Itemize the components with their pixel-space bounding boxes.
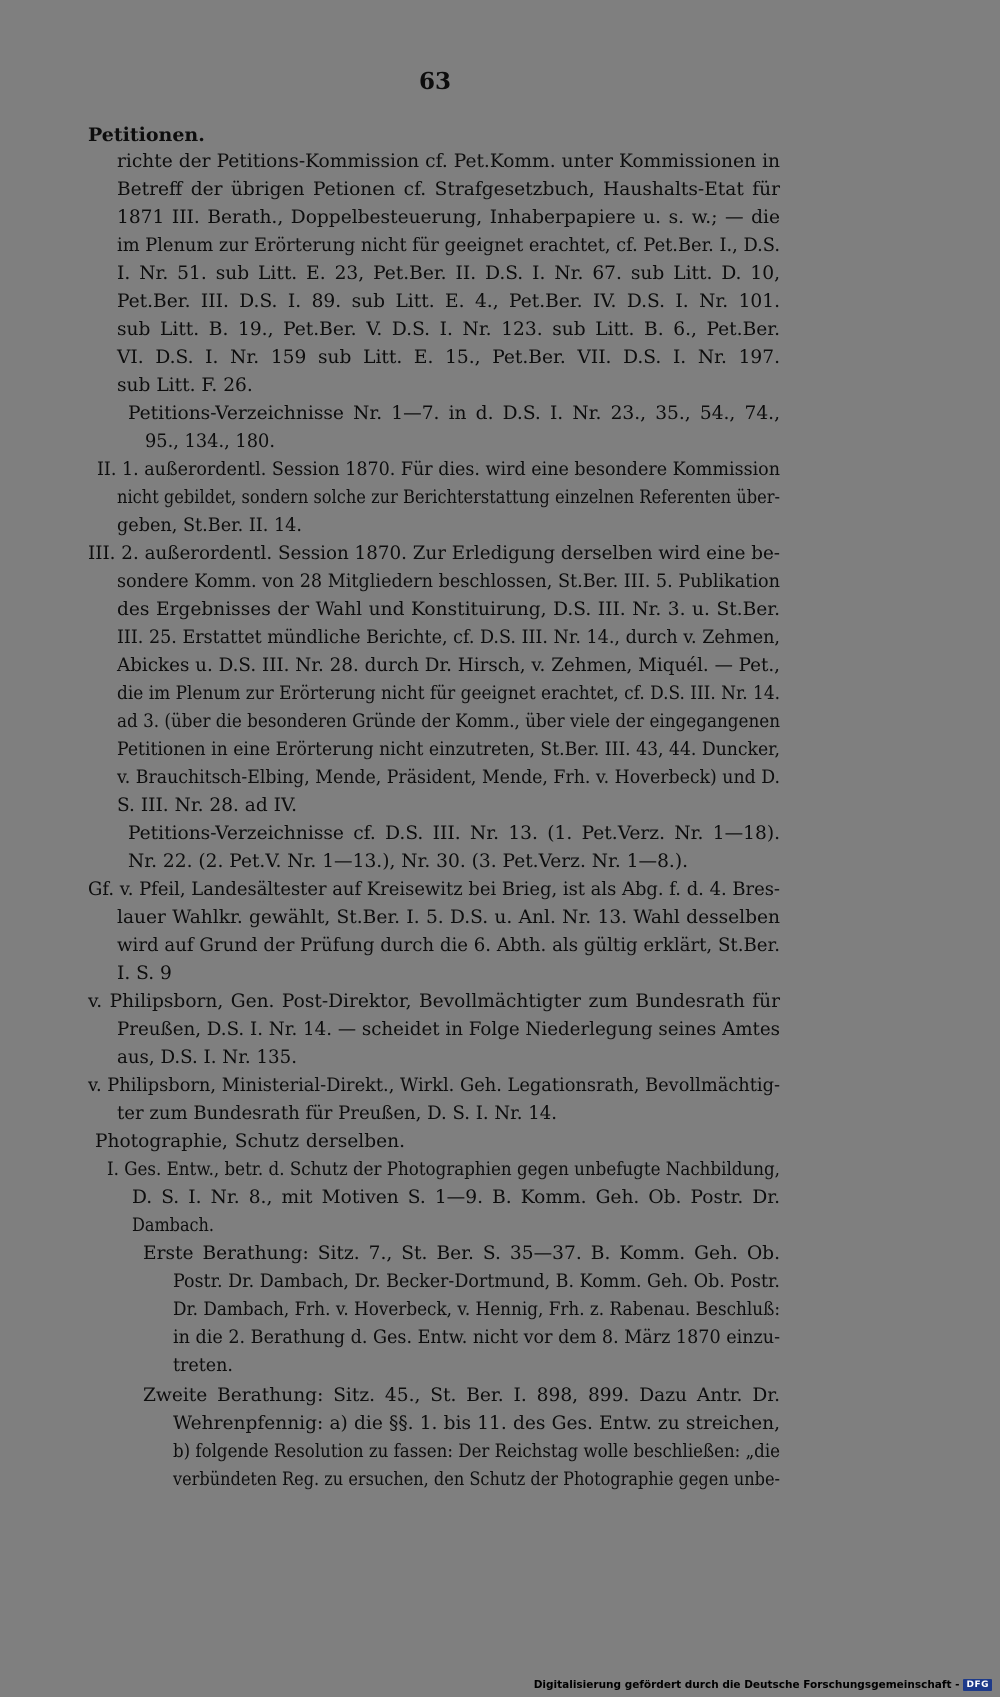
- text-line: Dambach.: [132, 1215, 214, 1236]
- text-line: I. S. 9: [117, 963, 172, 984]
- text-line: S. III. Nr. 28. ad IV.: [117, 795, 297, 816]
- text-line: b) folgende Resolution zu fassen: Der Reichstag wolle beschließen: „die: [173, 1441, 780, 1462]
- text-line: Zweite Berathung: Sitz. 45., St. Ber. I. 898, 899. Dazu Antr. Dr.: [143, 1385, 780, 1406]
- text-line: I. Nr. 51. sub Litt. E. 23, Pet.Ber. II. D.S. I. Nr. 67. sub Litt. D. 10,: [117, 263, 780, 284]
- text-line: im Plenum zur Erörterung nicht für geeignet erachtet, cf. Pet.Ber. I., D.S.: [117, 235, 780, 256]
- text-line: die im Plenum zur Erörterung nicht für geeignet erachtet, cf. D.S. III. Nr. 14.: [117, 683, 780, 704]
- text-line: treten.: [173, 1355, 233, 1376]
- text-line: II. 1. außerordentl. Session 1870. Für dies. wird eine besondere Kommission: [97, 459, 780, 480]
- text-line: in die 2. Berathung d. Ges. Entw. nicht vor dem 8. März 1870 einzu-: [173, 1327, 780, 1348]
- dfg-logo: DFG: [963, 1679, 992, 1691]
- text-line: D. S. I. Nr. 8., mit Motiven S. 1—9. B. Komm. Geh. Ob. Postr. Dr.: [132, 1187, 780, 1208]
- text-line: v. Brauchitsch-Elbing, Mende, Präsident, Mende, Frh. v. Hoverbeck) und D.: [117, 767, 780, 788]
- text-line: lauer Wahlkr. gewählt, St.Ber. I. 5. D.S. u. Anl. Nr. 13. Wahl desselben: [117, 907, 780, 928]
- text-line: Wehrenpfennig: a) die §§. 1. bis 11. des Ges. Entw. zu streichen,: [173, 1413, 780, 1434]
- text-line: Gf. v. Pfeil, Landesältester auf Kreisewitz bei Brieg, ist als Abg. f. d. 4. Bres-: [88, 879, 780, 900]
- text-line: Photographie, Schutz derselben.: [95, 1131, 405, 1152]
- text-line: verbündeten Reg. zu ersuchen, den Schutz der Photographie gegen unbe-: [173, 1469, 780, 1490]
- text-line: wird auf Grund der Prüfung durch die 6. Abth. als gültig erklärt, St.Ber.: [117, 935, 780, 956]
- text-line: Pet.Ber. III. D.S. I. 89. sub Litt. E. 4., Pet.Ber. IV. D.S. I. Nr. 101.: [117, 291, 780, 312]
- text-line: sub Litt. B. 19., Pet.Ber. V. D.S. I. Nr. 123. sub Litt. B. 6., Pet.Ber.: [117, 319, 780, 340]
- text-line: des Ergebnisses der Wahl und Konstituirung, D.S. III. Nr. 3. u. St.Ber.: [117, 599, 780, 620]
- text-line: nicht gebildet, sondern solche zur Berichterstattung einzelnen Referenten über-: [117, 487, 780, 508]
- text-line: Abickes u. D.S. III. Nr. 28. durch Dr. Hirsch, v. Zehmen, Miquél. — Pet.,: [117, 655, 780, 676]
- text-line: VI. D.S. I. Nr. 159 sub Litt. E. 15., Pet.Ber. VII. D.S. I. Nr. 197.: [117, 347, 780, 368]
- footer-text: Digitalisierung gefördert durch die Deutsche Forschungsgemeinschaft -: [533, 1679, 960, 1691]
- text-line: sondere Komm. von 28 Mitgliedern beschlossen, St.Ber. III. 5. Publikation: [117, 571, 780, 592]
- text-line: geben, St.Ber. II. 14.: [117, 515, 302, 536]
- section-heading: Petitionen.: [88, 124, 205, 146]
- text-line: Petitions-Verzeichnisse cf. D.S. III. Nr. 13. (1. Pet.Verz. Nr. 1—18).: [128, 823, 780, 844]
- text-line: III. 2. außerordentl. Session 1870. Zur Erledigung derselben wird eine be-: [88, 543, 780, 564]
- text-line: 95., 134., 180.: [145, 431, 275, 452]
- text-line: Petitions-Verzeichnisse Nr. 1—7. in d. D.S. I. Nr. 23., 35., 54., 74.,: [128, 403, 780, 424]
- text-line: ad 3. (über die besonderen Gründe der Komm., über viele der eingegangenen: [117, 711, 780, 732]
- text-line: Erste Berathung: Sitz. 7., St. Ber. S. 35—37. B. Komm. Geh. Ob.: [143, 1243, 780, 1264]
- text-line: Preußen, D.S. I. Nr. 14. — scheidet in Folge Niederlegung seines Amtes: [117, 1019, 780, 1040]
- text-line: Petitionen in eine Erörterung nicht einzutreten, St.Ber. III. 43, 44. Duncker,: [117, 739, 780, 760]
- text-line: v. Philipsborn, Ministerial-Direkt., Wirkl. Geh. Legationsrath, Bevollmächtig-: [88, 1075, 780, 1096]
- text-line: Postr. Dr. Dambach, Dr. Becker-Dortmund, B. Komm. Geh. Ob. Postr.: [173, 1271, 780, 1292]
- page-number: 63: [418, 68, 451, 95]
- footer: [534, 1679, 992, 1691]
- text-line: aus, D.S. I. Nr. 135.: [117, 1047, 297, 1068]
- text-line: sub Litt. F. 26.: [117, 375, 253, 396]
- text-line: III. 25. Erstattet mündliche Berichte, cf. D.S. III. Nr. 14., durch v. Zehmen,: [117, 627, 780, 648]
- text-line: I. Ges. Entw., betr. d. Schutz der Photographien gegen unbefugte Nachbildung,: [107, 1159, 780, 1180]
- text-line: Betreff der übrigen Petionen cf. Strafgesetzbuch, Haushalts-Etat für: [117, 179, 780, 200]
- text-line: 1871 III. Berath., Doppelbesteuerung, Inhaberpapiere u. s. w.; — die: [117, 207, 780, 228]
- text-line: richte der Petitions-Kommission cf. Pet.Komm. unter Kommissionen in: [117, 151, 780, 172]
- text-line: Nr. 22. (2. Pet.V. Nr. 1—13.), Nr. 30. (3. Pet.Verz. Nr. 1—8.).: [128, 851, 688, 872]
- text-line: ter zum Bundesrath für Preußen, D. S. I. Nr. 14.: [117, 1103, 557, 1124]
- text-line: Dr. Dambach, Frh. v. Hoverbeck, v. Hennig, Frh. z. Rabenau. Beschluß:: [173, 1299, 780, 1320]
- text-line: v. Philipsborn, Gen. Post-Direktor, Bevollmächtigter zum Bundesrath für: [88, 991, 780, 1012]
